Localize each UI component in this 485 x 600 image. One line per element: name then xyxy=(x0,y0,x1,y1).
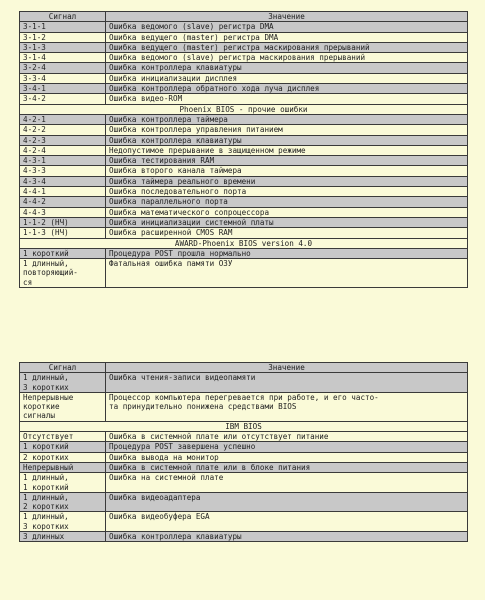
table-header-row xyxy=(20,12,468,22)
table-row xyxy=(20,452,468,462)
table-row xyxy=(20,145,468,155)
table-row xyxy=(20,462,468,472)
table-row xyxy=(20,42,468,52)
meaning-cell: Ошибка контроллера клавиатуры xyxy=(106,135,468,145)
table-row xyxy=(20,135,468,145)
meaning-cell: Ошибка последовательного порта xyxy=(106,187,468,197)
meaning-cell: Ошибка инициализации системной платы xyxy=(106,217,468,227)
signal-cell: 3 длинных xyxy=(20,532,106,542)
meaning-cell: Процедура POST завершена успешно xyxy=(106,442,468,452)
table-row xyxy=(20,84,468,94)
table-row xyxy=(20,442,468,452)
table-row xyxy=(20,259,468,288)
meaning-cell: Ошибка контроллера обратного хода луча дисплея xyxy=(106,84,468,94)
meaning-cell: Ошибка тестирования RAM xyxy=(106,156,468,166)
signal-cell: 1 короткий xyxy=(20,248,106,258)
signal-cell: 1-1-2 (НЧ) xyxy=(20,217,106,227)
meaning-cell: Ошибка чтения-записи видеопамяти xyxy=(106,373,468,393)
table-row xyxy=(20,473,468,493)
signal-cell: 4-3-1 xyxy=(20,156,106,166)
signal-cell: 4-2-3 xyxy=(20,135,106,145)
beep-codes-table-2 xyxy=(19,362,468,542)
table-row xyxy=(20,32,468,42)
signal-cell: 1 длинный, 2 коротких xyxy=(20,492,106,512)
header-meaning: Значение xyxy=(106,12,468,22)
signal-cell: 4-3-3 xyxy=(20,166,106,176)
meaning-cell: Ошибка ведущего (master) регистра маскирования прерываний xyxy=(106,42,468,52)
signal-cell: 2 коротких xyxy=(20,452,106,462)
table-row xyxy=(20,176,468,186)
signal-cell: 1 длинный, 3 коротких xyxy=(20,512,106,532)
table-row xyxy=(20,373,468,393)
meaning-cell: Ошибка контроллера таймера xyxy=(106,114,468,124)
header-signal: Сигнал xyxy=(20,363,106,373)
meaning-cell: Ошибка контроллера управления питанием xyxy=(106,125,468,135)
signal-cell: 4-4-3 xyxy=(20,207,106,217)
signal-cell: 3-2-4 xyxy=(20,63,106,73)
table-row xyxy=(20,392,468,421)
meaning-cell: Ошибка в системной плате или в блоке питания xyxy=(106,462,468,472)
meaning-cell: Ошибка ведомого (slave) регистра маскирования прерываний xyxy=(106,53,468,63)
meaning-cell: Ошибка расширенной CMOS RAM xyxy=(106,228,468,238)
signal-cell: 3-3-4 xyxy=(20,73,106,83)
table-row xyxy=(20,532,468,542)
table-row xyxy=(20,22,468,32)
meaning-cell: Ошибка математического сопроцессора xyxy=(106,207,468,217)
meaning-cell: Ошибка на системной плате xyxy=(106,473,468,493)
signal-cell: 1 длинный, повторяющий- ся xyxy=(20,259,106,288)
meaning-cell: Ошибка инициализации дисплея xyxy=(106,73,468,83)
table-row xyxy=(20,156,468,166)
signal-cell: 4-2-2 xyxy=(20,125,106,135)
table-row xyxy=(20,197,468,207)
signal-cell: 4-2-1 xyxy=(20,114,106,124)
signal-cell: 4-3-4 xyxy=(20,176,106,186)
section-heading-row xyxy=(20,238,468,248)
table-row xyxy=(20,248,468,258)
table-row xyxy=(20,187,468,197)
table-row xyxy=(20,166,468,176)
signal-cell: 3-1-1 xyxy=(20,22,106,32)
meaning-cell: Ошибка ведомого (slave) регистра DMA xyxy=(106,22,468,32)
table-header-row xyxy=(20,363,468,373)
table-row xyxy=(20,432,468,442)
signal-cell: Отсутствует xyxy=(20,432,106,442)
section-title: Phoenix BIOS - прочие ошибки xyxy=(20,104,468,114)
table-row xyxy=(20,94,468,104)
section-heading-row xyxy=(20,104,468,114)
table-row xyxy=(20,228,468,238)
signal-cell: 1 длинный, 3 коротких xyxy=(20,373,106,393)
signal-cell: 1 длинный, 1 короткий xyxy=(20,473,106,493)
signal-cell: 3-1-3 xyxy=(20,42,106,52)
meaning-cell: Ошибка контроллера клавиатуры xyxy=(106,532,468,542)
meaning-cell: Ошибка видеоадаптера xyxy=(106,492,468,512)
meaning-cell: Ошибка ведущего (master) регистра DMA xyxy=(106,32,468,42)
header-meaning: Значение xyxy=(106,363,468,373)
signal-cell: 4-2-4 xyxy=(20,145,106,155)
signal-cell: 1-1-3 (НЧ) xyxy=(20,228,106,238)
meaning-cell: Ошибка вывода на монитор xyxy=(106,452,468,462)
beep-codes-table-1 xyxy=(19,11,468,288)
table-row xyxy=(20,63,468,73)
meaning-cell: Ошибка параллельного порта xyxy=(106,197,468,207)
signal-cell: Непрерывные короткие сигналы xyxy=(20,392,106,421)
table-row xyxy=(20,125,468,135)
table-row xyxy=(20,512,468,532)
meaning-cell: Ошибка таймера реального времени xyxy=(106,176,468,186)
section-title: IBM BIOS xyxy=(20,421,468,431)
meaning-cell: Ошибка второго канала таймера xyxy=(106,166,468,176)
table-row xyxy=(20,217,468,227)
signal-cell: 1 короткий xyxy=(20,442,106,452)
meaning-cell: Ошибка видеобуфера EGA xyxy=(106,512,468,532)
table-row xyxy=(20,53,468,63)
table-row xyxy=(20,73,468,83)
signal-cell: Непрерывный xyxy=(20,462,106,472)
signal-cell: 3-1-4 xyxy=(20,53,106,63)
header-signal: Сигнал xyxy=(20,12,106,22)
meaning-cell: Фатальная ошибка памяти ОЗУ xyxy=(106,259,468,288)
signal-cell: 3-4-2 xyxy=(20,94,106,104)
signal-cell: 3-4-1 xyxy=(20,84,106,94)
table-row xyxy=(20,114,468,124)
signal-cell: 4-4-1 xyxy=(20,187,106,197)
meaning-cell: Ошибка видео-ROM xyxy=(106,94,468,104)
meaning-cell: Ошибка в системной плате или отсутствует питание xyxy=(106,432,468,442)
signal-cell: 4-4-2 xyxy=(20,197,106,207)
section-heading-row xyxy=(20,421,468,431)
signal-cell: 3-1-2 xyxy=(20,32,106,42)
meaning-cell: Ошибка контроллера клавиатуры xyxy=(106,63,468,73)
section-title: AWARD-Phoenix BIOS version 4.0 xyxy=(20,238,468,248)
meaning-cell: Процедура POST прошла нормально xyxy=(106,248,468,258)
meaning-cell: Процессор компьютера перегревается при работе, и его часто- та принудительно понижена средствами BIOS xyxy=(106,392,468,421)
table-row xyxy=(20,207,468,217)
meaning-cell: Недопустимое прерывание в защищенном режиме xyxy=(106,145,468,155)
table-row xyxy=(20,492,468,512)
